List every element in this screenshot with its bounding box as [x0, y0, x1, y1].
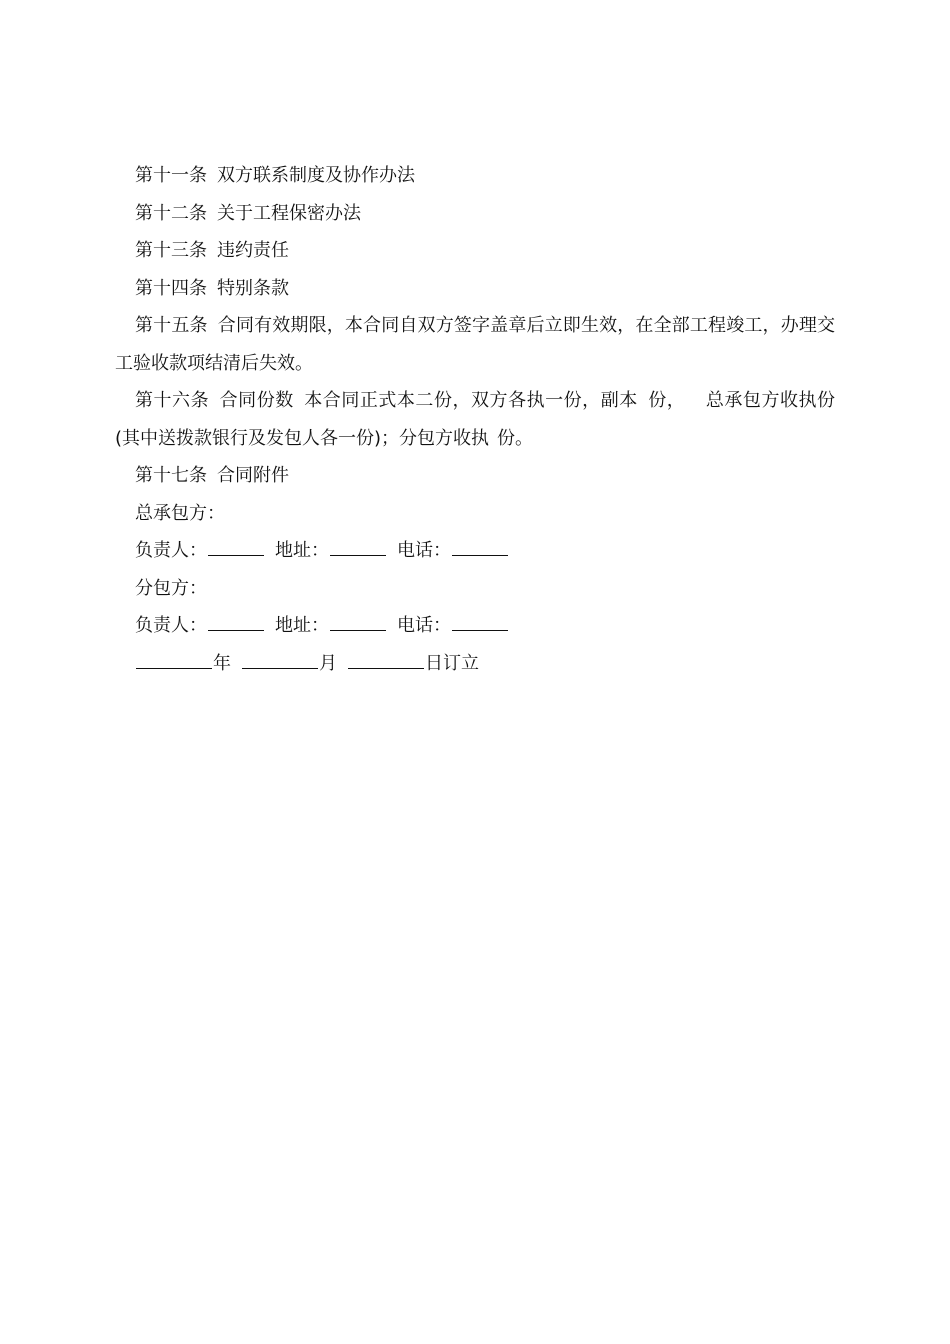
article-text: 双方联系制度及协作办法	[217, 165, 415, 186]
person-blank	[208, 629, 264, 631]
month-label: 月	[319, 652, 337, 674]
phone-label: 电话：	[397, 540, 451, 561]
month-blank	[242, 667, 318, 669]
phone-label: 电话：	[397, 615, 451, 636]
phone-blank	[452, 629, 508, 631]
address-label: 地址：	[275, 540, 329, 561]
article-text: 特别条款	[217, 277, 289, 299]
subcontractor-fields	[115, 607, 835, 645]
article-number: 第十三条	[135, 240, 207, 261]
day-blank	[348, 667, 424, 669]
person-label: 负责人：	[135, 540, 207, 561]
contractor-label-text: 总承包方：	[135, 502, 225, 524]
article-title: 合同份数	[219, 390, 294, 411]
article-15	[115, 307, 835, 382]
article-text: 份。	[497, 427, 534, 449]
article-text: 总承包方收执份(其中送拨款银行及发包人各一份)；分包方收执	[115, 390, 836, 449]
person-blank	[208, 554, 264, 556]
article-text: 合同附件	[217, 465, 289, 486]
article-text: 合同有效期限，本合同自双方签字盖章后立即生效，在全部工程竣工，办理交工验收款项结清后失效。	[115, 315, 836, 374]
subcontractor-label	[115, 570, 835, 608]
article-number: 第十二条	[135, 202, 207, 224]
article-number: 第十五条	[135, 315, 208, 336]
article-text: 关于工程保密办法	[217, 202, 361, 224]
article-16	[115, 382, 835, 457]
year-blank	[136, 667, 212, 669]
article-number: 第十一条	[135, 165, 207, 186]
subcontractor-label-text: 分包方：	[135, 577, 207, 599]
address-blank	[330, 554, 386, 556]
article-number: 第十六条	[135, 390, 210, 411]
day-label: 日订立	[425, 652, 479, 674]
address-label: 地址：	[275, 615, 329, 636]
article-11	[115, 157, 835, 195]
address-blank	[330, 629, 386, 631]
year-label: 年	[213, 652, 231, 674]
date-line	[115, 645, 835, 683]
article-14	[115, 270, 835, 308]
contractor-fields	[115, 532, 835, 570]
article-12	[115, 195, 835, 233]
phone-blank	[452, 554, 508, 556]
contractor-label	[115, 495, 835, 533]
article-text: 份，	[647, 390, 686, 411]
article-17	[115, 457, 835, 495]
article-number: 第十七条	[135, 465, 207, 486]
article-13	[115, 232, 835, 270]
article-number: 第十四条	[135, 277, 207, 299]
person-label: 负责人：	[135, 615, 207, 636]
article-text: 本合同正式本二份，双方各执一份，副本	[303, 390, 638, 411]
contract-body	[115, 157, 835, 682]
article-text: 违约责任	[217, 240, 289, 261]
